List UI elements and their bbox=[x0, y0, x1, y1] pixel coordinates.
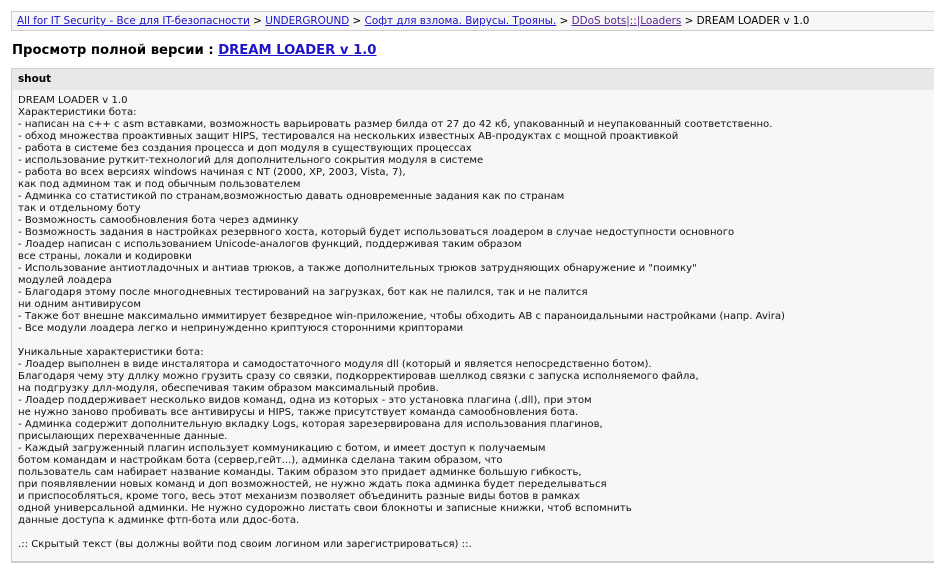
post-line bbox=[18, 335, 934, 347]
post-line: - Благодаря этому после многодневных тестирований на загрузках, бот как не палился, так и не палится bbox=[18, 287, 588, 298]
post-line: - Возможность самообновления бота через админку bbox=[18, 215, 299, 226]
breadcrumb-current-page: DREAM LOADER v 1.0 bbox=[696, 15, 810, 27]
post-line: - Админка содержит дополнительную вкладку Logs, которая зарезервирована для использования плагинов, bbox=[18, 419, 603, 430]
hidden-text-notice: .:: Скрытый текст (вы должны войти под своим логином или зарегистрироваться) ::. bbox=[18, 539, 472, 550]
post-line: - Лоадер поддерживает несколько видов команд, одна из которых - это установка плагина (.dll), при этом bbox=[18, 395, 592, 406]
post-line: - работа во всех версиях windows начиная с NT (2000, XP, 2003, Vista, 7), bbox=[18, 167, 406, 178]
post-line: - Админка со статистикой по странам,возможностью давать одновременные задания как по странам bbox=[18, 191, 565, 202]
post-line: Характеристики бота: bbox=[18, 107, 137, 118]
post-line: DREAM LOADER v 1.0 bbox=[18, 95, 128, 106]
post-line: - использование руткит-технологий для дополнительного сокрытия модуля в системе bbox=[18, 155, 484, 166]
post-line: на подгрузку длл-модуля, обеспечивая таким образом максимальный пробив. bbox=[18, 383, 439, 394]
post-line: Уникальные характеристики бота: bbox=[18, 347, 204, 358]
post-line: все страны, локали и кодировки bbox=[18, 251, 192, 262]
breadcrumb-separator: > bbox=[352, 15, 362, 27]
page-title bbox=[12, 43, 376, 58]
post-line: модулей лоадера bbox=[18, 275, 112, 286]
breadcrumb-link-ddos-bots-loaders[interactable]: DDoS bots|::|Loaders bbox=[571, 15, 682, 27]
post-line: Благодаря чему эту дллку можно грузить сразу со связки, подкорректировав шеллкод связки с запуска исполняемого файла, bbox=[18, 371, 699, 382]
post-line: - Лоадер написан с использованием Unicode-аналогов функций, поддерживая таким образом bbox=[18, 239, 522, 250]
page-title-prefix: Просмотр полной версии : bbox=[12, 43, 214, 58]
post bbox=[11, 69, 934, 563]
post-line: - обход множества проактивных защит HIPS, тестировался на нескольких известных АВ-продуктах с мощной проактивкой bbox=[18, 131, 679, 142]
breadcrumb-separator: > bbox=[559, 15, 569, 27]
post-line: - Использование антиотладочных и антиав трюков, а также дополнительных трюков затрудняющих обнаружение и "поимку" bbox=[18, 263, 697, 274]
post-line: и приспособляться, кроме того, весь этот механизм позволяет объединить разные виды ботов в рамках bbox=[18, 491, 580, 502]
post-line: - написан на c++ с asm вставками, возможность варьировать размер билда от 27 до 42 кб, упакованный и неупакованный соответственно. bbox=[18, 119, 773, 130]
post-body bbox=[12, 90, 934, 551]
post-line: - Возможность задания в настройках резервного хоста, который будет использоваться лоадером в случае недоступности основного bbox=[18, 227, 735, 238]
post-line: присылающих перехваченные данные. bbox=[18, 431, 228, 442]
breadcrumb-link-hacking-software[interactable]: Софт для взлома. Вирусы. Трояны. bbox=[364, 15, 557, 27]
post-line: - работа в системе без создания процесса и доп модуля в существующих процессах bbox=[18, 143, 472, 154]
post-line: так и отдельному боту bbox=[18, 203, 141, 214]
breadcrumb-link-underground[interactable]: UNDERGROUND bbox=[265, 15, 350, 27]
post-line: - Лоадер выполнен в виде инсталятора и самодостаточного модуля dll (который и является непосредственно ботом). bbox=[18, 359, 652, 370]
post-line: ни одним антивирусом bbox=[18, 299, 141, 310]
post-line: одной универсальной админки. Не нужно судорожно листать свои блокноты и записные книжки, чтоб вспомнить bbox=[18, 503, 632, 514]
breadcrumb-separator: > bbox=[253, 15, 262, 27]
post-line: пользователь сам набирает название команды. Таким образом это придает админке большую гибкость, bbox=[18, 467, 582, 478]
post-line: - Также бот внешне максимально иммитирует безвредное win-приложение, чтобы обходить АВ с параноидальными настройками (напр. Avira) bbox=[18, 311, 785, 322]
post-line: данные доступа к админке фтп-бота или ддос-бота. bbox=[18, 515, 300, 526]
post-author: shout bbox=[12, 69, 934, 90]
post-line: как под админом так и под обычным пользователем bbox=[18, 179, 301, 190]
breadcrumb-separator: > bbox=[684, 15, 694, 27]
post-line: - Все модули лоадера легко и непринужденно криптуюся сторонними крипторами bbox=[18, 323, 464, 334]
post-line: - Каждый загруженный плагин использует коммуникацию с ботом, и имеет доступ к получаемым bbox=[18, 443, 546, 454]
breadcrumb-link-forum-home[interactable]: All for IT Security - Все для IT-безопасности bbox=[17, 15, 250, 27]
breadcrumb bbox=[11, 11, 934, 31]
post-line: не нужно заново пробивать все антивирусы и HIPS, также присутствует команда самообновления бота. bbox=[18, 407, 579, 418]
post-line: ботом командам и настройкам бота (сервер,гейт...), админка сделана таким образом, что bbox=[18, 455, 503, 466]
post-line: при появлявлении новых команд и доп возможностей, не нужно ждать пока админка будет переделываться bbox=[18, 479, 607, 490]
full-version-link[interactable]: DREAM LOADER v 1.0 bbox=[218, 43, 377, 58]
